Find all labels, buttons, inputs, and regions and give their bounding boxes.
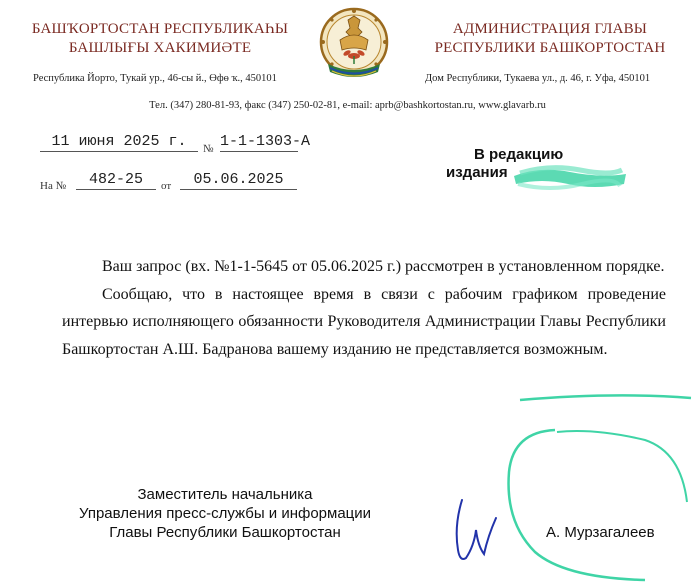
- handwritten-signature: [448, 496, 504, 568]
- signatory-position-line3: Главы Республики Башкортостан: [109, 524, 341, 541]
- signatory-position-line1: Заместитель начальника: [137, 486, 313, 503]
- header-left-title: [20, 20, 300, 58]
- signatory-position: [50, 485, 400, 542]
- letter-date: 11 июня 2025 г.: [40, 133, 198, 152]
- header-right-title: [410, 20, 690, 58]
- header-right-title-line1: АДМИНИСТРАЦИЯ ГЛАВЫ: [452, 21, 648, 37]
- addressee-line2: издания: [446, 164, 508, 181]
- redaction-mark: [510, 164, 630, 190]
- coat-of-arms-icon: [318, 6, 390, 86]
- reference-date: 05.06.2025: [180, 171, 297, 190]
- header-right-title-line2: РЕСПУБЛИКИ БАШКОРТОСТАН: [434, 40, 666, 56]
- body-paragraph-2: Сообщаю, что в настоящее время в связи с рабочим графиком проведение интервью исполняющего обязанности Руководителя Администрации Главы Республики Башкортостан А.Ш. Бадранова вашему изданию не представляется возможным.: [62, 285, 666, 358]
- addressee-line1: В редакцию: [474, 146, 564, 163]
- reference-from: от: [161, 180, 172, 192]
- header-right-address: Дом Республики, Тукаева ул., д. 46, г. Уфа, 450101: [425, 73, 651, 84]
- letter-number: 1-1-1303-А: [220, 133, 311, 150]
- header-contacts: Тел. (347) 280-81-93, факс (347) 250-02-81, e-mail: aprb@bashkortostan.ru, www.glavarb.ru: [149, 100, 546, 111]
- signature-highlight: [495, 392, 695, 582]
- reference-prefix: На №: [40, 180, 67, 192]
- letter-body: [62, 253, 666, 363]
- reference-number: 482-25: [76, 171, 156, 190]
- body-paragraph-1: Ваш запрос (вх. №1-1-5645 от 05.06.2025 г.) рассмотрен в установленном порядке.: [102, 258, 665, 275]
- signatory-position-line2: Управления пресс-службы и информации: [78, 505, 372, 522]
- header-left-title-line1: БАШҠОРТОСТАН РЕСПУБЛИКАҺЫ: [31, 21, 289, 37]
- header-left-title-line2: БАШЛЫҒЫ ХАКИМИӘТЕ: [68, 40, 252, 56]
- number-sign: №: [203, 143, 214, 155]
- signatory-name: А. Мурзагалеев: [546, 524, 655, 541]
- header-left-address: Республика Йорто, Тукай ур., 46-сы й., Өфө ҡ., 450101: [33, 73, 277, 84]
